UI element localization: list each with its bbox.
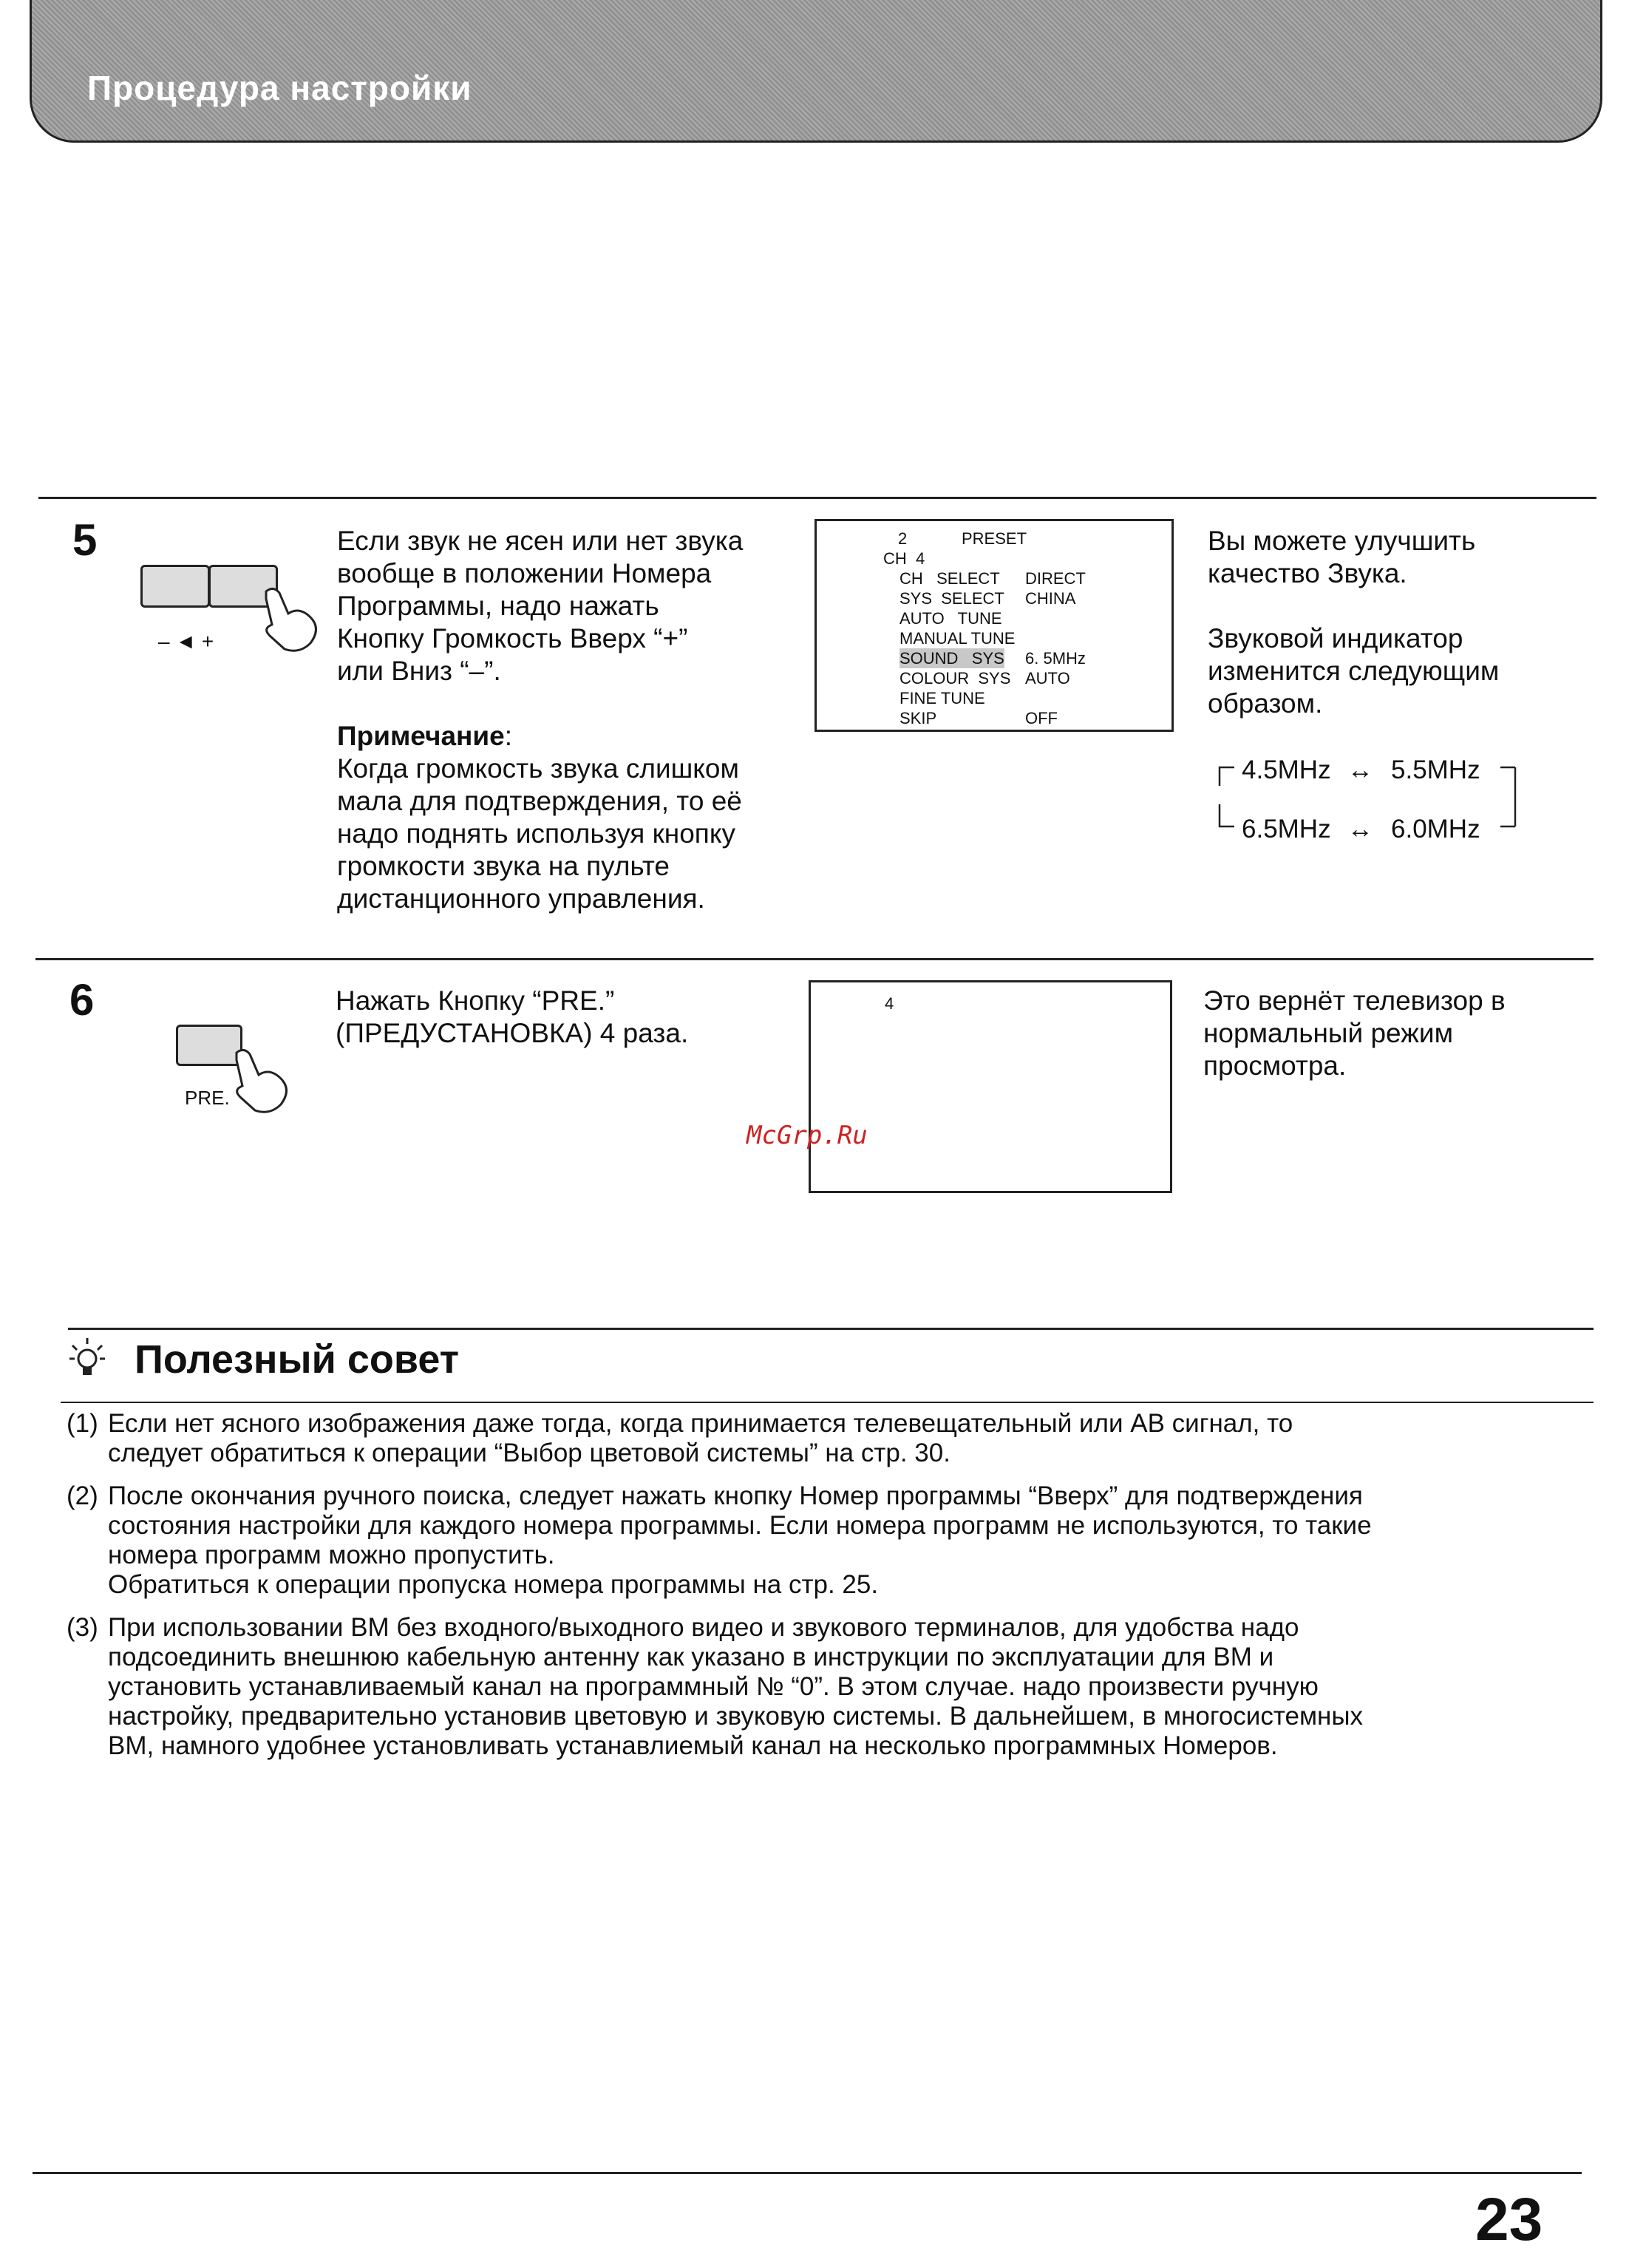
text-line: Кнопку Громкость Вверх “+” [337,623,688,653]
footer-divider [33,2172,1582,2174]
tv-screen-blank [809,980,1172,1193]
volume-button-label: – ◄ + [158,630,214,653]
pointing-hand-icon [259,584,325,658]
menu-item: SYS SELECT [899,589,1004,608]
step5-instructions [337,525,810,915]
menu-value: OFF [1025,709,1058,727]
menu-item: FINE TUNE [899,689,985,707]
text-line: дистанционного управления. [337,883,705,914]
text-line: Когда громкость звука слишком [337,753,739,784]
step5-right-text [1208,525,1592,720]
tip-number: (2) [67,1481,98,1510]
tips-title: Полезный совет [135,1337,460,1382]
freq-4-5: 4.5MHz [1242,756,1331,784]
lightbulb-icon [68,1337,106,1382]
pointing-hand-icon [229,1045,296,1119]
text-line: Это вернёт телевизор в [1203,985,1506,1016]
double-arrow-icon: ↔ [1347,815,1373,843]
text-line: Вы можете улучшить [1208,526,1476,556]
step6-instructions [336,985,779,1050]
menu-item: AUTO TUNE [899,609,1002,628]
text-line: Программы, надо нажать [337,591,659,621]
text-line: подсоединить внешнюю кабельную антенну как указано в инструкции по эксплуатации для ВМ и [108,1643,1274,1671]
text-line: качество Звука. [1208,558,1407,588]
text-line: настройку, предварительно установив цветовую и звуковую системы. В дальнейшем, в многосистемных [108,1702,1363,1731]
text-line: просмотра. [1203,1050,1347,1081]
freq-5-5: 5.5MHz [1391,756,1480,784]
text-line: Нажать Кнопку “PRE.” [336,985,615,1016]
text-line: надо поднять используя кнопку [337,818,735,849]
menu-value: CHINA [1025,589,1076,608]
divider [61,1402,1594,1403]
text-line: мала для подтверждения, то её [337,786,742,816]
text-line: Если нет ясного изображения даже тогда, когда принимается телевещательный или АВ сигнал, то [108,1409,1293,1438]
note-title: Примечание [337,721,505,751]
freq-6-5: 6.5MHz [1242,815,1331,843]
tip-item [67,1409,1604,1468]
text-line: При использовании ВМ без входного/выходного видео и звукового терминалов, для удобства надо [108,1613,1299,1642]
divider [68,1328,1594,1330]
step-number: 6 [69,975,95,1025]
text-line: (ПРЕДУСТАНОВКА) 4 раза. [336,1018,689,1048]
menu-item: MANUAL TUNE [899,629,1016,648]
menu-value-blinking: 6. 5MHz [1025,649,1086,668]
step6-right-text [1203,985,1588,1082]
menu-item: COLOUR SYS [899,669,1011,687]
note-colon: : [504,721,512,751]
watermark: McGrp.Ru [747,1121,868,1150]
step-number: 5 [72,515,98,565]
program-number: 2 [898,529,908,548]
text-line: Звуковой индикатор [1208,623,1463,653]
text-line: После окончания ручного поиска, следует нажать кнопку Номер программы “Вверх” для подтверждения [108,1481,1363,1510]
text-line: громкости звука на пульте [337,851,670,881]
tip-number: (3) [67,1613,98,1642]
page-title: Процедура настройки [87,69,472,107]
text-line: изменится следующим [1208,656,1500,686]
text-line: нормальный режим [1203,1018,1454,1048]
volume-down-button[interactable] [140,565,210,608]
tip-item [67,1613,1604,1761]
page-number: 23 [1475,2186,1543,2253]
text-line: Обратиться к операции пропуска номера программы на стр. 25. [108,1570,879,1599]
text-line: состояния настройки для каждого номера программы. Если номера программ не используются, то такие [108,1511,1372,1540]
menu-item-selected: SOUND SYS [899,649,1004,668]
channel-label: CH 4 [883,549,925,568]
text-line: следует обратиться к операции “Выбор цветовой системы” на стр. 30. [108,1439,950,1467]
text-line: установить устанавливаемый канал на программный № “0”. В этом случае. надо произвести ручную [108,1672,1319,1701]
text-line: Если звук не ясен или нет звука [337,526,744,556]
menu-value: AUTO [1025,669,1070,687]
menu-title: PRESET [962,529,1027,548]
tip-number: (1) [67,1409,98,1438]
tip-item [67,1481,1604,1600]
text-line: или Вниз “–”. [337,656,501,686]
text-line: номера программ можно пропустить. [108,1541,555,1569]
pre-button-label: PRE. [185,1087,230,1109]
channel-number: 4 [885,994,894,1013]
freq-6-0: 6.0MHz [1391,815,1480,843]
tips-list [67,1409,1604,1761]
divider [38,497,1596,499]
text-line: образом. [1208,688,1323,719]
text-line: ВМ, намного удобнее установливать устанавлиемый канал на несколько программных Номеров. [108,1731,1278,1760]
menu-item: CH SELECT [899,569,1000,588]
divider [35,958,1594,960]
double-arrow-icon: ↔ [1347,756,1373,784]
tv-screen-menu [815,519,1174,732]
menu-item: SKIP [899,709,937,727]
menu-value: DIRECT [1025,569,1086,588]
text-line: вообще в положении Номера [337,558,712,588]
